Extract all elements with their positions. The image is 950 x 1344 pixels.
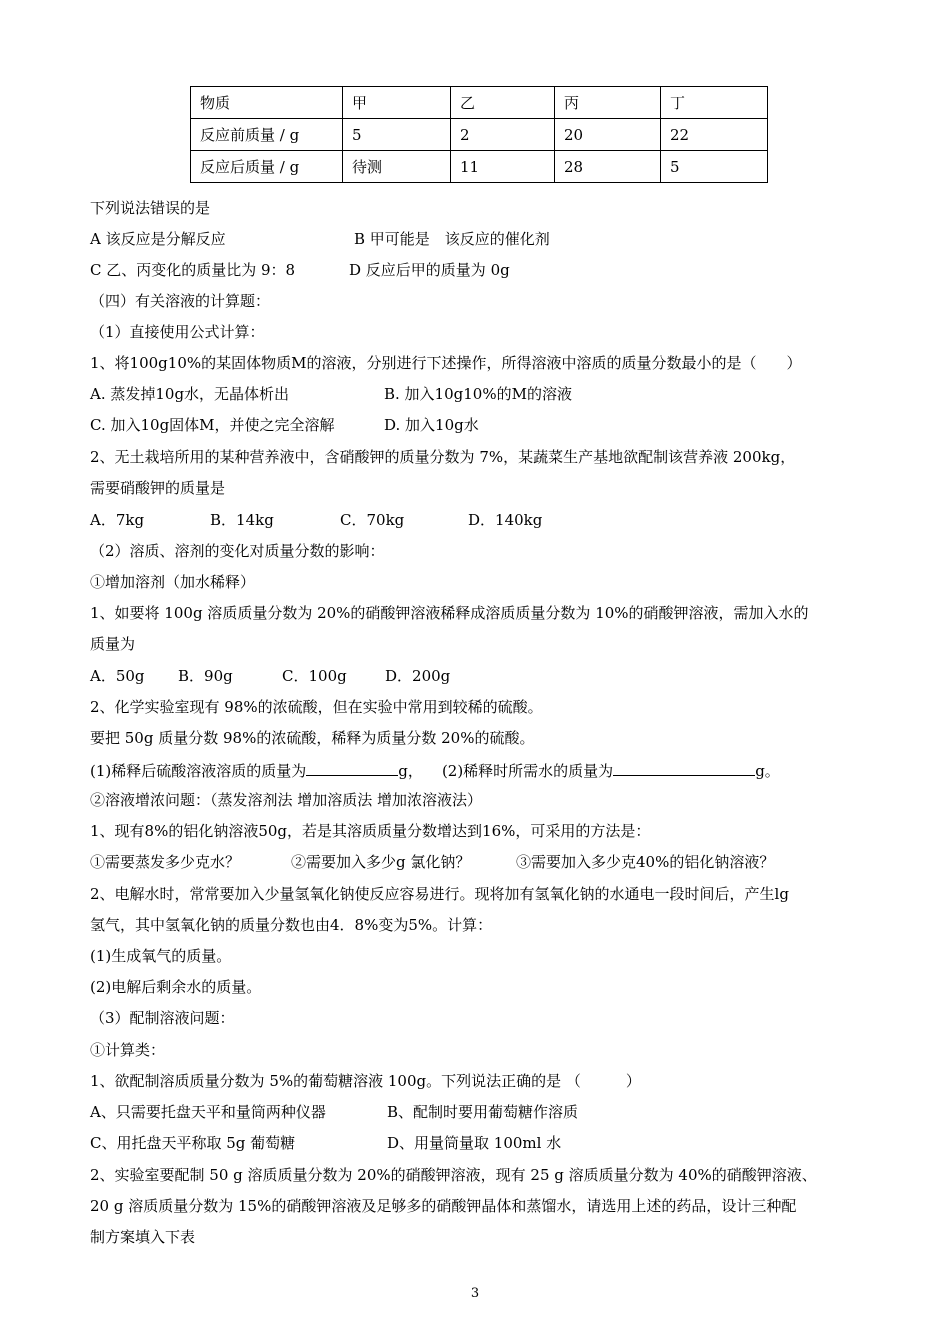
table-cell: 反应后质量 / g: [191, 151, 343, 183]
sub-question-2: ②需要加入多少g 氯化钠？: [291, 853, 471, 871]
table-cell: 丙: [555, 87, 661, 119]
table-cell: 28: [555, 151, 661, 183]
answer-blank[interactable]: [306, 759, 398, 776]
option-d: D．200g: [385, 667, 451, 685]
table-row: [191, 151, 768, 183]
question-stem-cont: 20 g 溶质质量分数为 15%的硝酸钾溶液及足够多的硝酸钾晶体和蒸馏水，请选用上述的药品，设计三种配: [90, 1197, 797, 1215]
option-b: B 甲可能是 该反应的催化剂: [354, 230, 550, 248]
method-heading: ①计算类：: [90, 1041, 166, 1059]
option-b: B．14kg: [210, 511, 274, 529]
question-stem: 1、将100g10%的某固体物质M的溶液，分别进行下述操作，所得溶液中溶质的质量分数最小的是（ ）: [90, 354, 802, 372]
option-c: C．100g: [282, 667, 347, 685]
option-a: A. 蒸发掉10g水，无晶体析出: [90, 385, 290, 403]
table-cell: 22: [661, 119, 768, 151]
table-cell: 反应前质量 / g: [191, 119, 343, 151]
option-a: A、只需要托盘天平和量筒两种仪器: [90, 1103, 326, 1121]
option-c: C、用托盘天平称取 5g 葡萄糖: [90, 1134, 296, 1152]
option-c: C. 加入10g固体M，并使之完全溶解: [90, 416, 335, 434]
reaction-mass-table: [190, 86, 768, 183]
answer-blank[interactable]: [613, 759, 755, 776]
subsection-heading: （2）溶质、溶剂的变化对质量分数的影响：: [90, 542, 385, 560]
option-b: B、配制时要用葡萄糖作溶质: [387, 1103, 579, 1121]
subsection-heading: （1）直接使用公式计算：: [90, 323, 265, 341]
question-stem: 下列说法错误的是: [90, 199, 211, 217]
sub-question-1: (1)稀释后硫酸溶液溶质的质量为: [90, 762, 307, 780]
question-stem: 1、现有8%的铝化钠溶液50g，若是其溶质质量分数增达到16%，可采用的方法是：: [90, 822, 651, 840]
question-stem-cont: 氢气，其中氢氧化钠的质量分数也由4．8%变为5%。计算：: [90, 916, 493, 934]
question-stem-cont: 要把 50g 质量分数 98%的浓硫酸，稀释为质量分数 20%的硫酸。: [90, 729, 535, 747]
sub-question-2: (2)稀释时所需水的质量为: [441, 762, 614, 780]
question-stem-cont: 制方案填入下表: [90, 1228, 196, 1246]
table-cell: 5: [343, 119, 451, 151]
subsection-heading: （3）配制溶液问题：: [90, 1009, 235, 1027]
option-d: D 反应后甲的质量为 0g: [349, 261, 510, 279]
unit-label: g。: [755, 762, 780, 780]
question-stem-cont: 需要硝酸钾的质量是: [90, 479, 226, 497]
section-heading: （四）有关溶液的计算题：: [90, 292, 271, 310]
table-cell: 丁: [661, 87, 768, 119]
sub-question-3: ③需要加入多少克40%的铝化钠溶液？: [516, 853, 775, 871]
question-stem: 2、实验室要配制 50 g 溶质质量分数为 20%的硝酸钾溶液，现有 25 g 溶质质量分数为 40%的硝酸钾溶液、: [90, 1166, 817, 1184]
sub-question-1: ①需要蒸发多少克水？: [90, 853, 241, 871]
question-stem-cont: 质量为: [90, 635, 136, 653]
table-cell: 2: [451, 119, 555, 151]
question-stem: 2、化学实验室现有 98%的浓硫酸，但在实验中常用到较稀的硫酸。: [90, 698, 543, 716]
option-b: B．90g: [178, 667, 233, 685]
question-stem: 1、欲配制溶质质量分数为 5%的葡萄糖溶液 100g。下列说法正确的是 （ ）: [90, 1072, 641, 1090]
method-heading: ②溶液增浓问题：（蒸发溶剂法 增加溶质法 增加浓溶液法）: [90, 791, 483, 809]
question-stem: 1、如要将 100g 溶质质量分数为 20%的硝酸钾溶液稀释成溶质质量分数为 10%的硝酸钾溶液，需加入水的: [90, 604, 809, 622]
option-b: B. 加入10g10%的M的溶液: [384, 385, 572, 403]
option-d: D. 加入10g水: [384, 416, 479, 434]
option-c: C．70kg: [340, 511, 405, 529]
table-row: [191, 87, 768, 119]
table-cell: 物质: [191, 87, 343, 119]
method-heading: ①增加溶剂（加水稀释）: [90, 573, 256, 591]
table-cell: 甲: [343, 87, 451, 119]
option-a: A．7kg: [90, 511, 145, 529]
sub-question-1: (1)生成氧气的质量。: [90, 947, 232, 965]
option-d: D、用量筒量取 100ml 水: [387, 1134, 562, 1152]
option-a: A．50g: [90, 667, 145, 685]
fill-in-line: [90, 759, 780, 781]
option-d: D．140kg: [468, 511, 543, 529]
question-stem: 2、电解水时，常常要加入少量氢氧化钠使反应容易进行。现将加有氢氧化钠的水通电一段时间后，产生lg: [90, 885, 789, 903]
option-c: C 乙、丙变化的质量比为 9：8: [90, 261, 296, 279]
table-cell: 20: [555, 119, 661, 151]
table-cell: 5: [661, 151, 768, 183]
table-cell: 乙: [451, 87, 555, 119]
sub-question-2: (2)电解后剩余水的质量。: [90, 978, 262, 996]
question-stem: 2、无土栽培所用的某种营养液中，含硝酸钾的质量分数为 7%，某蔬菜生产基地欲配制该营养液 200kg，: [90, 448, 796, 466]
table-cell: 11: [451, 151, 555, 183]
table-row: [191, 119, 768, 151]
table-cell: 待测: [343, 151, 451, 183]
unit-label: g，: [398, 762, 423, 780]
option-a: A 该反应是分解反应: [90, 230, 226, 248]
page-number: 3: [470, 1286, 480, 1301]
